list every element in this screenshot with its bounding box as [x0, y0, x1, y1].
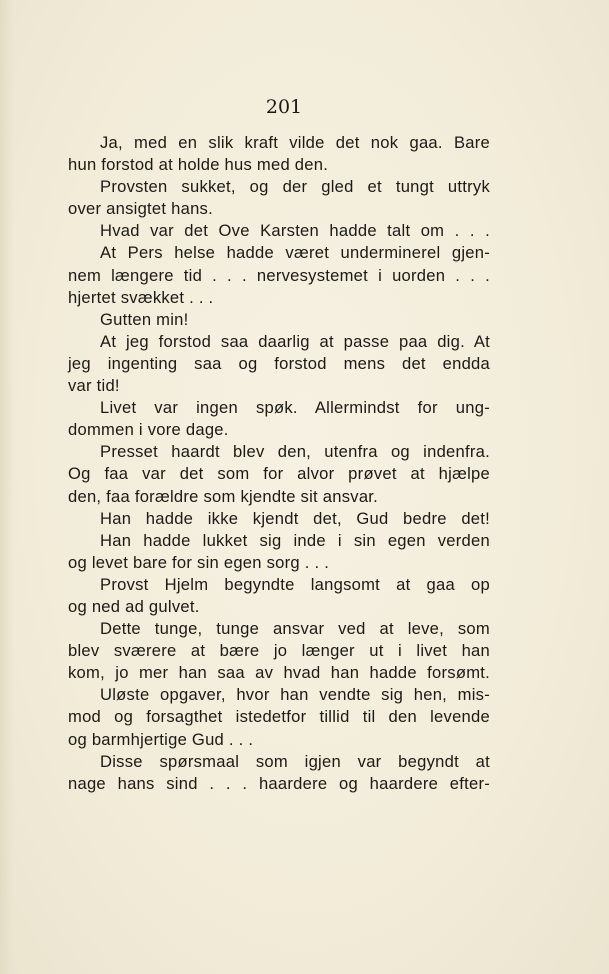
- text-line: og barmhjertige Gud . . .: [68, 729, 254, 749]
- text-line: den, faa forældre som kjendte sit ansvar.: [68, 486, 379, 506]
- text-line: og levet bare for sin egen sorg . . .: [68, 552, 330, 572]
- text-line: Han hadde ikke kjendt det, Gud bedre det!: [100, 508, 490, 528]
- text-line: Provsten sukket, og der gled et tungt uttryk: [100, 177, 490, 197]
- text-line: og ned ad gulvet.: [68, 596, 200, 616]
- text-line: Provst Hjelm begyndte langsomt at gaa op: [100, 574, 490, 594]
- text-line: Han hadde lukket sig inde i sin egen verden: [100, 530, 490, 550]
- text-line: kom, jo mer han saa av hvad han hadde forsømt.: [68, 663, 490, 683]
- text-line: hun forstod at holde hus med den.: [68, 155, 329, 175]
- text-line: dommen i vore dage.: [68, 420, 229, 440]
- page-gutter-shadow: [0, 0, 14, 974]
- text-line: jeg ingenting saa og forstod mens det endda: [68, 353, 490, 373]
- text-line: At jeg forstod saa daarlig at passe paa dig. At: [100, 331, 490, 351]
- page-number: 201: [265, 96, 303, 118]
- text-line: nage hans sind . . . haardere og haardere efter-: [68, 773, 490, 793]
- text-line: Og faa var det som for alvor prøvet at hjælpe: [68, 464, 490, 484]
- text-line: At Pers helse hadde været underminerel gjen-: [100, 243, 490, 263]
- text-line: Dette tunge, tunge ansvar ved at leve, som: [100, 619, 490, 639]
- text-line: nem længere tid . . . nervesystemet i uorden . . .: [68, 265, 490, 285]
- text-line: Ja, med en slik kraft vilde det nok gaa. Bare: [100, 133, 490, 152]
- text-line: mod og forsagthet istedetfor tillid til den levende: [68, 707, 490, 727]
- body-text: [68, 132, 490, 795]
- text-line: Disse spørsmaal som igjen var begyndt at: [100, 751, 490, 771]
- text-line: Livet var ingen spøk. Allermindst for ung-: [100, 398, 490, 418]
- text-line: over ansigtet hans.: [68, 199, 213, 219]
- text-line: blev sværere at bære jo længer ut i livet han: [68, 641, 490, 661]
- text-line: Uløste opgaver, hvor han vendte sig hen, mis-: [100, 685, 490, 705]
- text-line: Gutten min!: [100, 309, 189, 329]
- text-line: Presset haardt blev den, utenfra og indenfra.: [100, 442, 490, 462]
- text-line: hjertet svækket . . .: [68, 287, 214, 307]
- text-line: Hvad var det Ove Karsten hadde talt om . . .: [100, 221, 490, 241]
- text-line: var tid!: [68, 376, 120, 396]
